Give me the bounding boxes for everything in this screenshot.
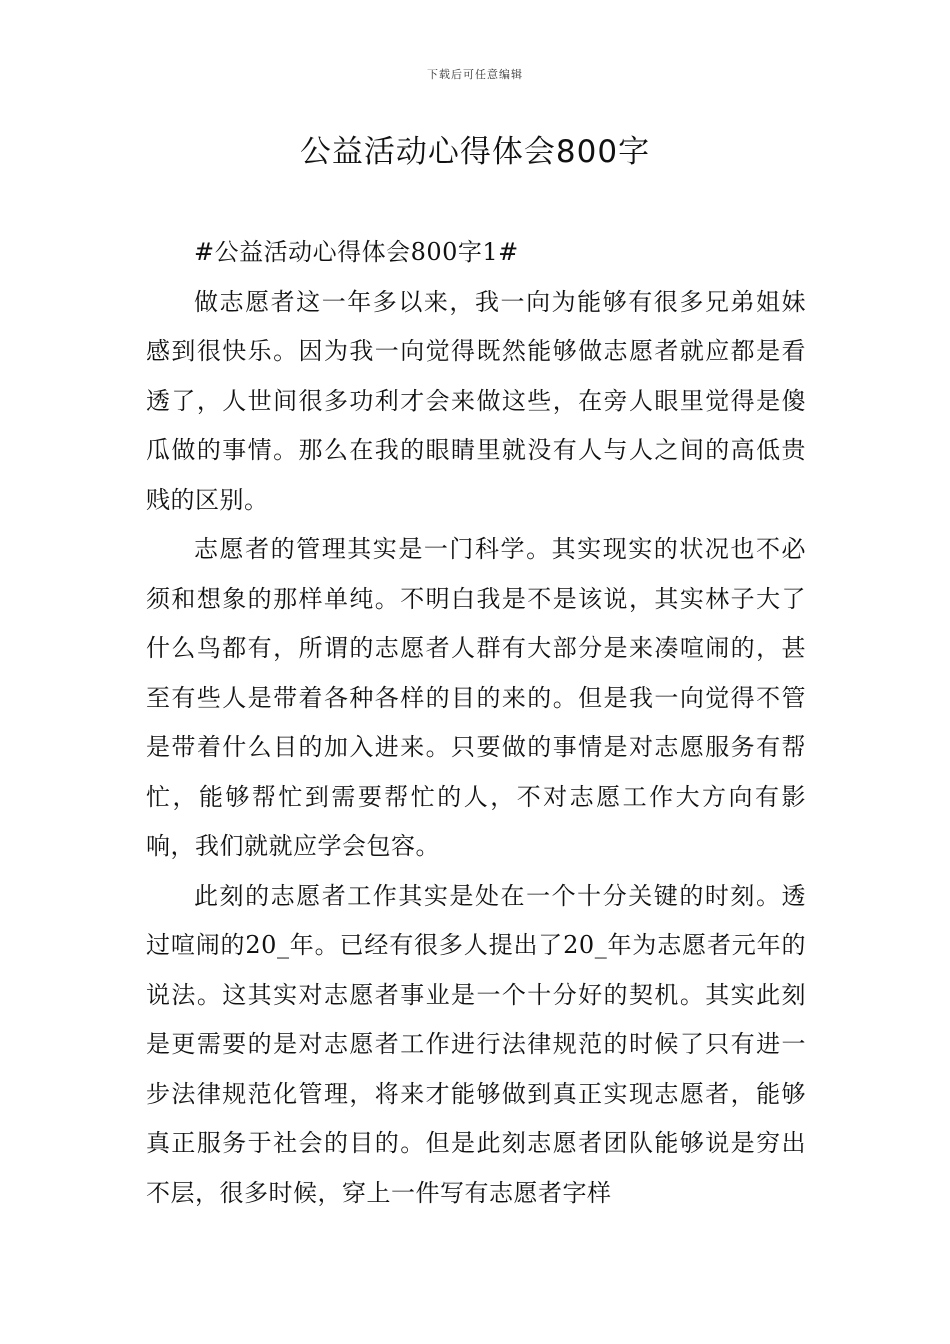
page-title: 公益活动心得体会800字: [299, 134, 651, 170]
paragraph: 志愿者的管理其实是一门科学。其实现实的状况也不必须和想象的那样单纯。不明白我是不是该说，其实林子大了什么鸟都有，所谓的志愿者人群有大部分是来凑喧闹的，甚至有些人是带着各种各样的目的来的。但是我一向觉得不管是带着什么目的加入进来。只要做的事情是对志愿服务有帮忙，能够帮忙到需要帮忙的人，不对志愿工作大方向有影响，我们就就应学会包容。: [146, 535, 806, 860]
document-body: [146, 228, 806, 1218]
header-note: 下载后可任意编辑: [427, 68, 523, 81]
paragraph: 做志愿者这一年多以来，我一向为能够有很多兄弟姐妹感到很快乐。因为我一向觉得既然能够做志愿者就应都是看透了，人世间很多功利才会来做这些，在旁人眼里觉得是傻瓜做的事情。那么在我的眼睛里就没有人与人之间的高低贵贱的区别。: [146, 287, 806, 514]
section-heading: #公益活动心得体会800字1#: [194, 238, 519, 266]
paragraph: 此刻的志愿者工作其实是处在一个十分关键的时刻。透过喧闹的20_年。已经有很多人提出了20_年为志愿者元年的说法。这其实对志愿者事业是一个十分好的契机。其实此刻是更需要的是对志愿者工作进行法律规范的时候了只有进一步法律规范化管理，将来才能够做到真正实现志愿者，能够真正服务于社会的目的。但是此刻志愿者团队能够说是穷出不层，很多时候，穿上一件写有志愿者字样: [146, 881, 806, 1207]
